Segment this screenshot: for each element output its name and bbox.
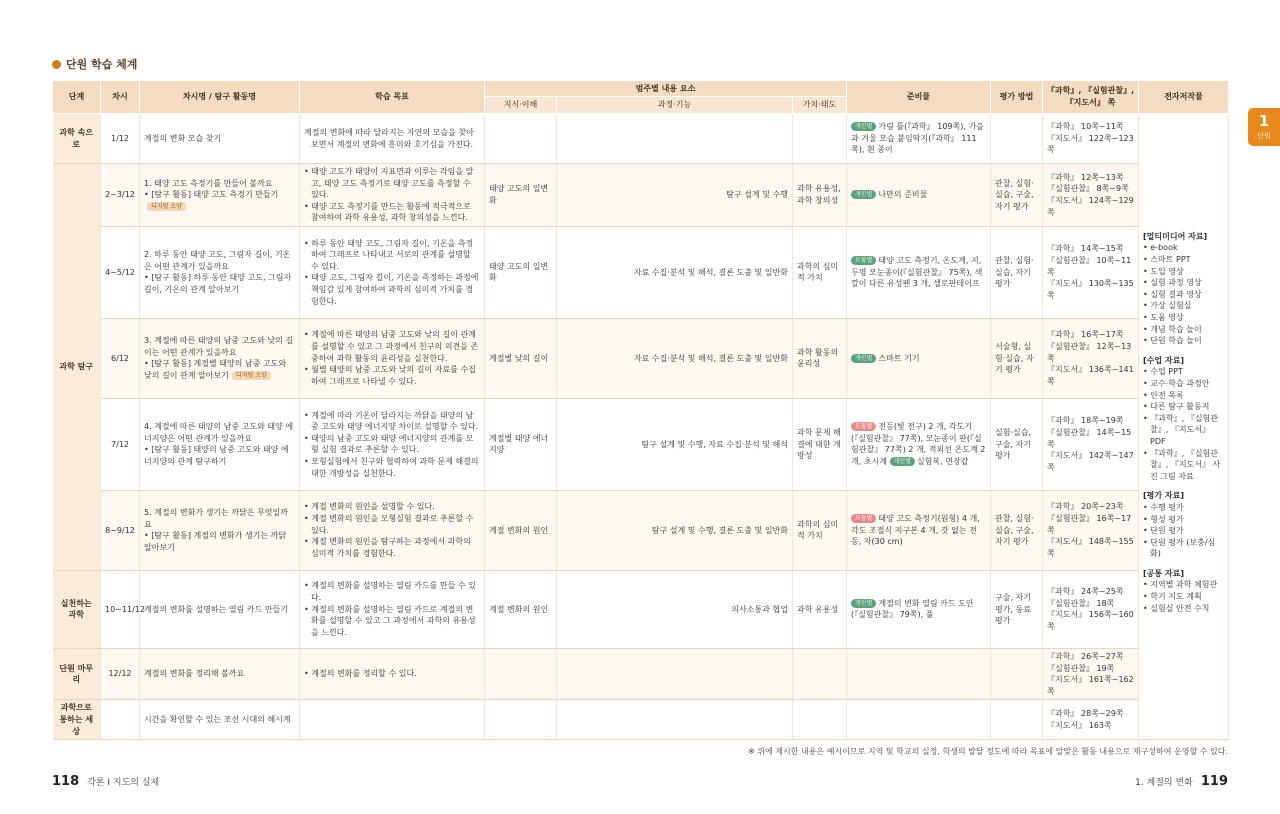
evaluation-cell: 구술, 자기 평가, 동료 평가: [991, 570, 1043, 648]
process-cell: [557, 700, 793, 740]
digital-literacy-badge: 디지털 소양: [232, 371, 271, 380]
process-cell: 탐구 설계 및 수행, 결론 도출 및 일반화: [557, 490, 793, 570]
table-row: [53, 700, 1229, 740]
goal-cell: • 계절에 따라 기온이 달라지는 까닭을 태양의 남중 고도와 태양 에너지양 차이로 설명할 수 있다. • 태양의 남중 고도와 태양 에너지양의 관계를 모형 실험 결과로 추론할 수 있다. • 모형실험에서 친구와 협력하여 과학 문제 해결의 대한 개방성을 실천한다.: [300, 398, 485, 490]
evaluation-cell: [991, 648, 1043, 699]
title-cell: [140, 164, 300, 227]
books-cell: 『과학』 24쪽~25쪽 『실험관찰』 18쪽 『지도서』 156쪽~160쪽: [1043, 570, 1139, 648]
resource-head: [멀티미디어 자료]: [1143, 231, 1208, 241]
title-cell: 시간을 확인할 수 있는 조선 시대의 해시계: [140, 700, 300, 740]
resource-item[interactable]: • 『과학』, 『실험관찰』, 『지도서』 사진 그림 자료: [1143, 448, 1221, 481]
header-books: 『과학』, 『실험관찰』, 『지도서』 쪽: [1043, 81, 1139, 114]
knowledge-cell: 태양 고도의 일변화: [485, 226, 557, 318]
page-number-left: 118: [52, 774, 80, 789]
goal-cell: • 계절 변화의 원인을 설명할 수 있다. • 계절 변화의 원인을 모형실험 결과로 추론할 수 있다. • 계절 변화의 원인을 탐구하는 과정에서 과학의 심미적 가치를 경험한다.: [300, 490, 485, 570]
knowledge-cell: 태양 고도의 일변화: [485, 164, 557, 227]
header-title: 차시명 / 탐구 활동명: [140, 81, 300, 114]
header-period: 차시: [101, 81, 140, 114]
knowledge-cell: [485, 114, 557, 164]
header-goal: 학습 목표: [300, 81, 485, 114]
value-cell: 과학 유용성, 과학 창의성: [793, 164, 847, 227]
knowledge-cell: 계절 변화의 원인: [485, 490, 557, 570]
books-cell: 『과학』 14쪽~15쪽 『실험관찰』 10쪽~11쪽 『지도서』 130쪽~135쪽: [1043, 226, 1139, 318]
running-head-left: 각론 Ⅰ 지도의 실제: [87, 778, 160, 788]
books-cell: 『과학』 28쪽~29쪽 『지도서』 163쪽: [1043, 700, 1139, 740]
personal-badge: 개인별: [851, 190, 876, 199]
period-cell: 1/12: [101, 114, 140, 164]
resource-item[interactable]: • 교수·학습 과정안: [1143, 378, 1210, 388]
materials-text: 가림 틀(『과학』 109쪽), 가을과 겨울 모습 붙임딱지(『과학』 111쪽), 흰 종이: [851, 122, 984, 155]
resource-item[interactable]: • 『과학』, 『실험관찰』, 『지도서』 PDF: [1143, 413, 1219, 446]
process-cell: 자료 수집·분석 및 해석, 결론 도출 및 일반화: [557, 318, 793, 398]
title-cell: [140, 114, 300, 164]
value-cell: 과학 유용성: [793, 570, 847, 648]
resource-item[interactable]: • 실험 결과 영상: [1143, 289, 1202, 299]
title-cell: 계절의 변화를 설명하는 열림 카드 만들기: [140, 570, 300, 648]
title-cell: 2. 하루 동안 태양 고도, 그림자 길이, 기온은 어떤 관계가 있을까요 • [탐구 활동] 하루 동안 태양 고도, 그림자 길이, 기온의 관계 알아보기: [140, 226, 300, 318]
goal-cell: • 하루 동안 태양 고도, 그림자 길이, 기온을 측정하여 그래프로 나타내고 서로의 관계를 설명할 수 있다. • 태양 고도, 그림자 길이, 기온을 측정하는 과정에 책임감 있게 참여하여 과학의 심미적 가치를 경험한다.: [300, 226, 485, 318]
materials-cell: [847, 700, 991, 740]
personal-badge: 개인별: [890, 457, 915, 466]
resource-group-lesson: [1143, 355, 1224, 483]
value-cell: 과학의 심미적 가치: [793, 490, 847, 570]
materials-cell: 모둠별 태양 고도 측정기(원형) 4 개, 각도 조절식 지구본 4 개, 갓 없는 전등, 자(30 cm): [847, 490, 991, 570]
materials-text: 나만의 준비물: [878, 190, 928, 200]
evaluation-cell: 관찰, 실험·실습, 구술, 자기 평가: [991, 164, 1043, 227]
table-row: [53, 164, 1229, 227]
book-line: 『지도서』 122쪽~123쪽: [1047, 133, 1134, 155]
resource-item[interactable]: • 안전 목록: [1143, 390, 1184, 400]
resource-item[interactable]: • 지역별 과학 체험관: [1143, 580, 1218, 590]
goal-cell: [300, 164, 485, 227]
materials-cell: 모둠별 전등(빛 전구) 2 개, 각도기(『실험관찰』 77쪽), 모눈종이 판(『실험관찰』 77쪽) 2 개, 적외선 온도계 2 개, 초시계 개인별 실험복, 면장갑: [847, 398, 991, 490]
resource-item[interactable]: • 실험 과정 영상: [1143, 278, 1202, 288]
table-row: [53, 114, 1229, 164]
value-cell: 과학의 심미적 가치: [793, 226, 847, 318]
goal-item: • 태양 고도 측정기를 만드는 활동에 적극적으로 참여하여 과학 유용성, 과학 창의성을 느낀다.: [304, 201, 471, 223]
resource-item[interactable]: • 다른 탐구 활동지: [1143, 402, 1210, 412]
header-evaluation: 평가 방법: [991, 81, 1043, 114]
resource-item[interactable]: • e-book: [1143, 243, 1178, 253]
goal-cell: [300, 114, 485, 164]
materials-cell: [847, 164, 991, 227]
evaluation-cell: 관찰, 실험·실습, 자기 평가: [991, 226, 1043, 318]
header-category: 범주별 내용 요소: [485, 81, 847, 97]
group-badge: 모둠별: [851, 422, 876, 431]
process-cell: 자료 수집·분석 및 해석, 결론 도출 및 일반화: [557, 226, 793, 318]
books-cell: 『과학』 18쪽~19쪽 『실험관찰』 14쪽~15쪽 『지도서』 142쪽~147쪽: [1043, 398, 1139, 490]
personal-badge: 개인별: [851, 122, 876, 131]
header-value: 가치·태도: [793, 97, 847, 114]
evaluation-cell: [991, 114, 1043, 164]
evaluation-cell: [991, 700, 1043, 740]
period-cell: 8~9/12: [101, 490, 140, 570]
knowledge-cell: 계절 변화의 원인: [485, 570, 557, 648]
period-cell: 12/12: [101, 648, 140, 699]
books-cell: 『과학』 16쪽~17쪽 『실험관찰』 12쪽~13쪽 『지도서』 136쪽~141쪽: [1043, 318, 1139, 398]
resource-group-common: [1143, 568, 1224, 614]
resource-group-evaluation: [1143, 490, 1224, 560]
footnote: ※ 위에 제시한 내용은 예시이므로 지역 및 학교의 실정, 학생의 발달 정도에 따라 목표에 알맞은 활동 내용으로 재구성하여 운영할 수 있다.: [748, 747, 1228, 756]
period-cell: 4~5/12: [101, 226, 140, 318]
title-line: • [탐구 활동] 태양 고도 측정기 만들기디지털 소양: [144, 190, 279, 210]
header-digital: 전자저작물: [1139, 81, 1229, 114]
running-head-right: 1. 계절의 변화: [1135, 778, 1193, 788]
footer-left: [52, 774, 159, 789]
digital-literacy-badge: 디지털 소양: [147, 202, 186, 211]
resource-item[interactable]: • 도입 영상: [1143, 266, 1184, 276]
materials-cell: 모둠별 태양 고도 측정기, 온도계, 지, 두명 모눈종이(『실험관찰』 75쪽), 색깔이 다른 유성펜 3 개, 셀로판테이프: [847, 226, 991, 318]
title-line: 1. 태양 고도 측정기를 만들어 볼까요: [144, 178, 273, 188]
digital-resources-cell: [1139, 114, 1229, 740]
stage-cell: 단원 마무리: [53, 648, 101, 699]
resource-item[interactable]: • 형성 평가: [1143, 514, 1184, 524]
resource-item[interactable]: • 수행 평가: [1143, 502, 1184, 512]
resource-head: [평가 자료]: [1143, 491, 1185, 501]
stage-cell: 과학으로 통하는 세상: [53, 700, 101, 740]
unit-plan-table: [52, 80, 1229, 740]
period-cell: 2~3/12: [101, 164, 140, 227]
title-cell: 4. 계절에 따른 태양의 남중 고도와 태양 에너지양은 어떤 관계가 있을까요 • [탐구 활동] 태양의 남중 고도와 태양 에너지양의 관계 탐구하기: [140, 398, 300, 490]
resource-item[interactable]: • 단원 학습 놀이: [1143, 336, 1202, 346]
table-row: [53, 398, 1229, 490]
books-cell: 『과학』 12쪽~13쪽 『실험관찰』 8쪽~9쪽 『지도서』 124쪽~129쪽: [1043, 164, 1139, 227]
goal-cell: • 계절의 변화를 정리할 수 있다.: [300, 648, 485, 699]
title-cell: 5. 계절의 변화가 생기는 까닭은 무엇일까요 • [탐구 활동] 계절의 변화가 생기는 까닭 알아보기: [140, 490, 300, 570]
stage-cell: 과학 탐구: [53, 164, 101, 571]
period-cell: 7/12: [101, 398, 140, 490]
goal-cell: • 계절의 변화를 설명하는 열림 카드를 만들 수 있다. • 계절의 변화를 설명하는 열림 카드로 계절의 변화를 설명할 수 있고 그 과정에서 과학의 유용성을 느낀다.: [300, 570, 485, 648]
section-title-text: 단원 학습 체계: [66, 58, 138, 71]
title-cell: 3. 계절에 따른 태양의 남중 고도와 낮의 길이는 어떤 관계가 있을까요 • [탐구 활동] 계절별 태양의 남중 고도와 낮의 길이 관계 알아보기 디지털 소양: [140, 318, 300, 398]
chapter-tab-label: 단원: [1257, 132, 1271, 140]
group-badge: 모둠별: [851, 256, 876, 265]
table-row: [53, 490, 1229, 570]
books-cell: 『과학』 26쪽~27쪽 『실험관찰』 19쪽 『지도서』 161쪽~162쪽: [1043, 648, 1139, 699]
process-cell: 의사소통과 협업: [557, 570, 793, 648]
resource-item[interactable]: • 단원 평가: [1143, 526, 1184, 536]
value-cell: 과학 문제 해결에 대한 개방성: [793, 398, 847, 490]
evaluation-cell: 관찰, 실험·실습, 구술, 자기 평가: [991, 490, 1043, 570]
materials-cell: 개인별 계절의 변화 열림 카드 도안(『실험관찰』 79쪽), 풀: [847, 570, 991, 648]
evaluation-cell: 서술형, 실험·실습, 자기 평가: [991, 318, 1043, 398]
resource-item[interactable]: • 스마트 PPT: [1143, 255, 1191, 265]
resource-item[interactable]: • 수업 PPT: [1143, 367, 1183, 377]
bullet-dot-icon: [52, 60, 61, 69]
process-cell: [557, 114, 793, 164]
table-row: [53, 318, 1229, 398]
goal-item: • 태양 고도가 태양이 지표면과 이루는 각임을 알고, 태양 고도 측정기로 태양 고도를 측정할 수 있다.: [304, 167, 474, 200]
resource-item[interactable]: • 개념 학습 놀이: [1143, 324, 1202, 334]
resource-item[interactable]: • 학기 지도 계획: [1143, 592, 1202, 602]
period-cell: 6/12: [101, 318, 140, 398]
goal-item: 계절의 변화에 따라 달라지는 자연의 모습을 찾아 보면서 계절의 변화에 흥미와 호기심을 가진다.: [304, 127, 474, 149]
page-number-right: 119: [1200, 774, 1228, 789]
evaluation-cell: 실험·실습, 구술, 자기 평가: [991, 398, 1043, 490]
value-cell: [793, 700, 847, 740]
process-cell: 탐구 설계 및 수행, 자료 수집·분석 및 해석: [557, 398, 793, 490]
books-cell: [1043, 114, 1139, 164]
book-line: 『과학』 10쪽~11쪽: [1047, 122, 1124, 132]
knowledge-cell: 계절별 낮의 길이: [485, 318, 557, 398]
table-row: [53, 648, 1229, 699]
stage-cell: 실천하는 과학: [53, 570, 101, 648]
process-cell: 탐구 설계 및 수행: [557, 164, 793, 227]
value-cell: 과학 활동의 윤리성: [793, 318, 847, 398]
header-materials: 준비물: [847, 81, 991, 114]
books-cell: 『과학』 20쪽~23쪽 『실험관찰』 16쪽~17쪽 『지도서』 148쪽~155쪽: [1043, 490, 1139, 570]
period-cell: 10~11/12: [101, 570, 140, 648]
resource-item[interactable]: • 도움 영상: [1143, 313, 1184, 323]
materials-cell: 개인별 스마트 기기: [847, 318, 991, 398]
resource-item[interactable]: • 단원 평가 (보충/심화): [1143, 537, 1216, 559]
resource-head: [수업 자료]: [1143, 355, 1185, 365]
group-badge: 모둠별: [851, 514, 876, 523]
stage-cell: 과학 속으로: [53, 114, 101, 164]
knowledge-cell: [485, 648, 557, 699]
goal-cell: • 계절에 따른 태양의 남중 고도와 낮의 길이 관계를 설명할 수 있고 그 과정에서 친구의 의견을 존중하여 과학 활동의 윤리성을 실천한다. • 월별 태양의 남중 고도와 낮의 길이 자료를 수집하여 그래프로 나타낼 수 있다.: [300, 318, 485, 398]
value-cell: [793, 648, 847, 699]
personal-badge: 개인별: [851, 599, 876, 608]
personal-badge: 개인별: [851, 354, 876, 363]
goal-cell: [300, 700, 485, 740]
table-row: [53, 570, 1229, 648]
header-knowledge: 지식·이해: [485, 97, 557, 114]
resource-item[interactable]: • 가상 실험실: [1143, 301, 1192, 311]
title-line: 계절의 변화 모습 찾기: [144, 133, 222, 143]
resource-item[interactable]: • 실험실 안전 수칙: [1143, 603, 1210, 613]
chapter-tab-number: 1: [1258, 112, 1270, 130]
section-title: [52, 56, 137, 72]
footer-right: [1135, 774, 1228, 789]
resource-head: [공통 자료]: [1143, 568, 1185, 578]
header-stage: 단계: [53, 81, 101, 114]
period-cell: [101, 700, 140, 740]
knowledge-cell: [485, 700, 557, 740]
title-cell: 계절의 변화를 정리해 볼까요: [140, 648, 300, 699]
value-cell: [793, 114, 847, 164]
process-cell: [557, 648, 793, 699]
materials-cell: [847, 648, 991, 699]
knowledge-cell: 계절별 태양 에너지양: [485, 398, 557, 490]
materials-cell: [847, 114, 991, 164]
header-process: 과정·기능: [557, 97, 793, 114]
table-row: [53, 226, 1229, 318]
chapter-tab[interactable]: [1248, 108, 1280, 146]
resource-group-multimedia: [1143, 231, 1224, 347]
